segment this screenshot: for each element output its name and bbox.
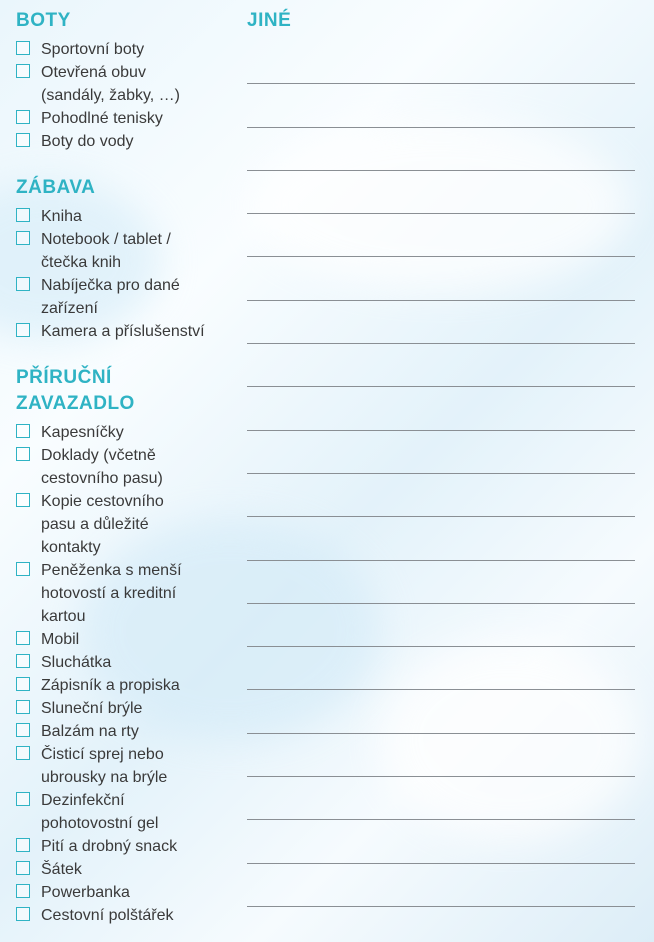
checkbox[interactable] [16, 447, 30, 461]
writing-line[interactable] [247, 171, 635, 214]
checklist-item[interactable] [16, 697, 240, 720]
checklist-item[interactable] [16, 130, 240, 153]
checklist-item[interactable] [16, 835, 240, 858]
checklist-item[interactable] [16, 107, 240, 130]
checkbox[interactable] [16, 562, 30, 576]
checklist-item[interactable] [16, 559, 240, 628]
checkbox[interactable] [16, 41, 30, 55]
writing-line[interactable] [247, 734, 635, 777]
checkbox[interactable] [16, 133, 30, 147]
checklist-item-label: Pití a drobný snack [41, 838, 178, 855]
checkbox[interactable] [16, 654, 30, 668]
checklist-item-label: Kniha [41, 208, 82, 225]
checklist-item-label: Nabíječka pro dané zařízení [41, 277, 180, 317]
writing-line[interactable] [247, 690, 635, 733]
checklist-item[interactable] [16, 720, 240, 743]
checkbox[interactable] [16, 861, 30, 875]
checklist-item[interactable] [16, 674, 240, 697]
other-column [247, 8, 635, 34]
writing-line[interactable] [247, 561, 635, 604]
checklist-item-label: Powerbanka [41, 884, 130, 901]
writing-line[interactable] [247, 41, 635, 84]
checklist-item[interactable] [16, 320, 240, 343]
checkbox[interactable] [16, 907, 30, 921]
section-heading-line: ZÁBAVA [16, 177, 96, 198]
checklist-item-label: Doklady (včetně cestovního pasu) [41, 447, 163, 487]
checkbox[interactable] [16, 110, 30, 124]
checkbox[interactable] [16, 792, 30, 806]
checkbox[interactable] [16, 208, 30, 222]
writing-line[interactable] [247, 214, 635, 257]
checklist-item[interactable] [16, 38, 240, 61]
checklist-item-label: Notebook / tablet / čtečka knih [41, 231, 171, 271]
checklist-column [16, 8, 240, 927]
checklist-item[interactable] [16, 743, 240, 789]
section-heading-line: ZAVAZADLO [16, 393, 135, 414]
checklist-item[interactable] [16, 628, 240, 651]
checklist-item-label: Dezinfekční pohotovostní gel [41, 792, 159, 832]
checklist-item[interactable] [16, 274, 240, 320]
checkbox[interactable] [16, 677, 30, 691]
checklist-item[interactable] [16, 881, 240, 904]
writing-line[interactable] [247, 431, 635, 474]
other-heading: JINÉ [247, 10, 292, 31]
section-heading-line: PŘÍRUČNÍ [16, 367, 112, 388]
checklist-item-label: Otevřená obuv (sandály, žabky, …) [41, 64, 181, 104]
checklist-item-label: Sluneční brýle [41, 700, 143, 717]
checkbox[interactable] [16, 884, 30, 898]
checklist-item-label: Peněženka s menší hotovostí a kreditní kartou [41, 562, 182, 625]
checkbox[interactable] [16, 746, 30, 760]
checklist-item-label: Kopie cestovního pasu a důležité kontakty [41, 493, 164, 556]
checkbox[interactable] [16, 493, 30, 507]
checkbox[interactable] [16, 723, 30, 737]
writing-line[interactable] [247, 647, 635, 690]
checkbox[interactable] [16, 424, 30, 438]
checklist [16, 205, 240, 343]
checklist-item[interactable] [16, 444, 240, 490]
writing-line[interactable] [247, 777, 635, 820]
writing-line[interactable] [247, 301, 635, 344]
checklist-item[interactable] [16, 205, 240, 228]
writing-line[interactable] [247, 474, 635, 517]
checklist-item-label: Kamera a příslušenství [41, 323, 205, 340]
checklist-item-label: Sportovní boty [41, 41, 145, 58]
writing-line[interactable] [247, 84, 635, 127]
checklist-item-label: Sluchátka [41, 654, 112, 671]
checklist-item[interactable] [16, 904, 240, 927]
writing-line[interactable] [247, 517, 635, 560]
checkbox[interactable] [16, 231, 30, 245]
checklist-item[interactable] [16, 858, 240, 881]
checklist-item[interactable] [16, 61, 240, 107]
writing-line[interactable] [247, 257, 635, 300]
checklist-item-label: Šátek [41, 861, 82, 878]
writing-line[interactable] [247, 344, 635, 387]
checklist-item-label: Mobil [41, 631, 80, 648]
checklist-item-label: Cestovní polštářek [41, 907, 174, 924]
checklist-item[interactable] [16, 789, 240, 835]
checklist-item-label: Balzám na rty [41, 723, 139, 740]
checklist-item[interactable] [16, 490, 240, 559]
checklist-item-label: Kapesníčky [41, 424, 124, 441]
checklist-item[interactable] [16, 228, 240, 274]
checklist-item-label: Boty do vody [41, 133, 134, 150]
checklist-item-label: Pohodlné tenisky [41, 110, 163, 127]
checklist-item-label: Zápisník a propiska [41, 677, 180, 694]
checkbox[interactable] [16, 64, 30, 78]
writing-line[interactable] [247, 864, 635, 907]
checkbox[interactable] [16, 631, 30, 645]
section-heading [16, 365, 240, 417]
checklist [16, 38, 240, 153]
checklist-item[interactable] [16, 651, 240, 674]
checkbox[interactable] [16, 277, 30, 291]
checkbox[interactable] [16, 700, 30, 714]
checklist-item[interactable] [16, 421, 240, 444]
section-heading [16, 8, 240, 34]
checkbox[interactable] [16, 838, 30, 852]
checkbox[interactable] [16, 323, 30, 337]
checklist-item-label: Čisticí sprej nebo ubrousky na brýle [41, 746, 168, 786]
writing-line[interactable] [247, 128, 635, 171]
writing-line[interactable] [247, 387, 635, 430]
checklist [16, 421, 240, 927]
section-heading [16, 175, 240, 201]
writing-line[interactable] [247, 604, 635, 647]
writing-line[interactable] [247, 820, 635, 863]
writing-lines [247, 41, 635, 907]
section-heading-line: BOTY [16, 10, 71, 31]
